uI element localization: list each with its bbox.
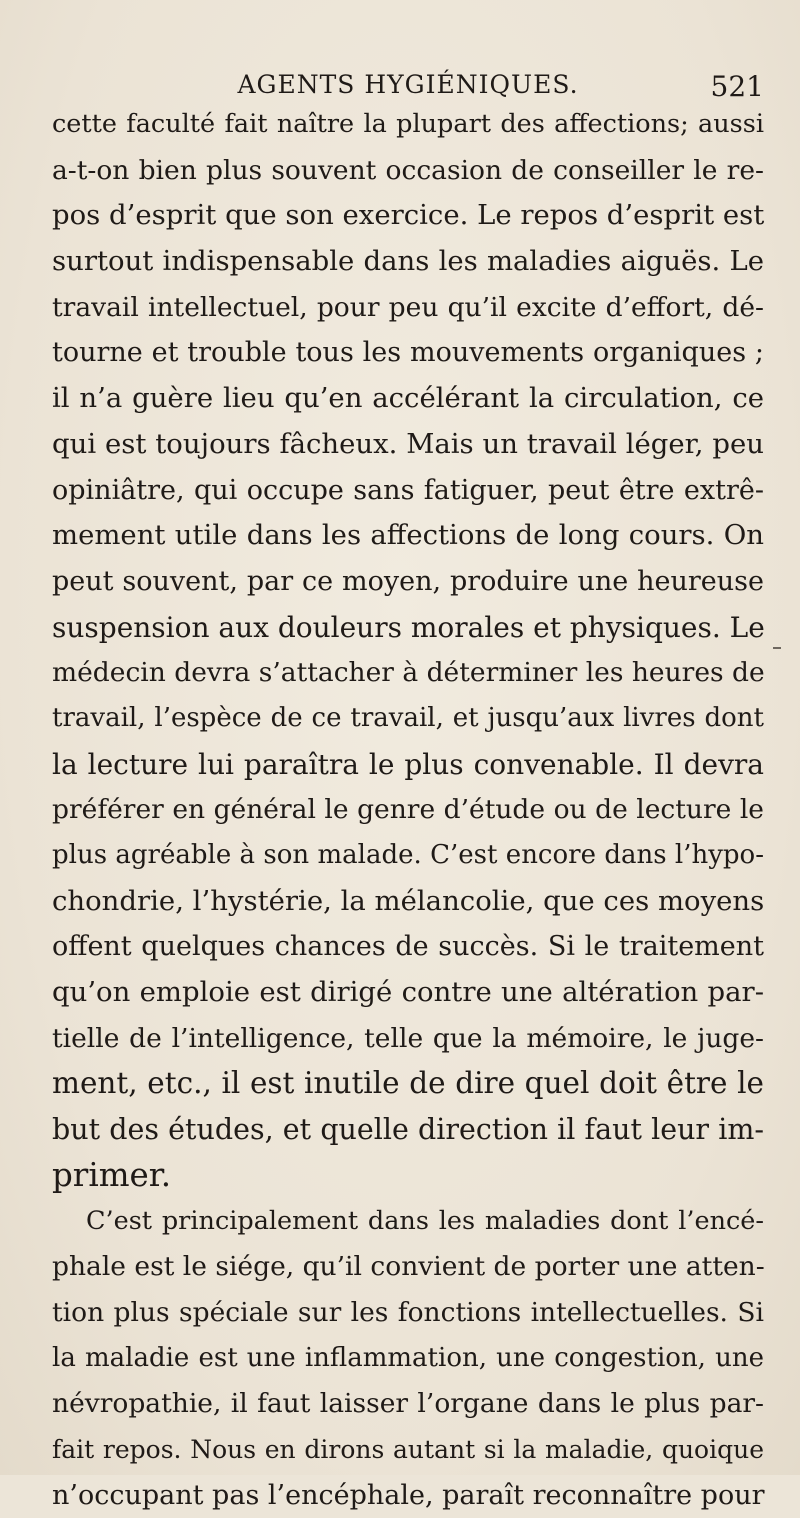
text-line: C’est principalement dans les maladies dont l’encé- bbox=[52, 1199, 764, 1245]
text-line: surtout indispensable dans les maladies aiguës. Le bbox=[52, 239, 764, 285]
text-line: but des études, et quelle direction il faut leur im- bbox=[52, 1107, 764, 1153]
text-line: phale est le siége, qu’il convient de porter une atten- bbox=[52, 1244, 764, 1290]
text-line: plus agréable à son malade. C’est encore dans l’hypo- bbox=[52, 833, 764, 879]
text-line: opiniâtre, qui occupe sans fatiguer, peut être extrê- bbox=[52, 468, 764, 514]
body-text bbox=[52, 102, 764, 1518]
text-line: travail, l’espèce de ce travail, et jusqu’aux livres dont bbox=[52, 696, 764, 742]
text-line: qu’on emploie est dirigé contre une altération par- bbox=[52, 970, 764, 1016]
text-line: chondrie, l’hystérie, la mélancolie, que ces moyens bbox=[52, 879, 764, 925]
paragraph-2 bbox=[52, 1199, 764, 1518]
text-line: médecin devra s’attacher à déterminer les heures de bbox=[52, 650, 764, 696]
text-line: cette faculté fait naître la plupart des affections; aussi bbox=[52, 102, 764, 148]
page-number: 521 bbox=[711, 70, 764, 103]
page-header bbox=[52, 64, 764, 104]
text-line: peut souvent, par ce moyen, produire une heureuse bbox=[52, 559, 764, 605]
text-line: offent quelques chances de succès. Si le traitement bbox=[52, 924, 764, 970]
text-line: tielle de l’intelligence, telle que la mémoire, le juge- bbox=[52, 1016, 764, 1062]
text-line: ment, etc., il est inutile de dire quel doit être le bbox=[52, 1061, 764, 1107]
text-line: n’occupant pas l’encéphale, paraît reconnaître pour bbox=[52, 1473, 764, 1518]
text-line: mement utile dans les affections de long cours. On bbox=[52, 513, 764, 559]
text-line: qui est toujours fâcheux. Mais un travail léger, peu bbox=[52, 422, 764, 468]
text-line: la maladie est une inflammation, une congestion, une bbox=[52, 1336, 764, 1382]
text-line: primer. bbox=[52, 1153, 764, 1199]
text-line: a-t-on bien plus souvent occasion de conseiller le re- bbox=[52, 148, 764, 194]
text-line: pos d’esprit que son exercice. Le repos d’esprit est bbox=[52, 193, 764, 239]
text-line: fait repos. Nous en dirons autant si la maladie, quoique bbox=[52, 1427, 764, 1473]
text-line: suspension aux douleurs morales et physiques. Le bbox=[52, 605, 764, 651]
paragraph-1 bbox=[52, 102, 764, 1199]
running-title: AGENTS HYGIÉNIQUES. bbox=[52, 70, 764, 99]
text-line: travail intellectuel, pour peu qu’il excite d’effort, dé- bbox=[52, 285, 764, 331]
margin-mark bbox=[773, 647, 781, 649]
text-line: la lecture lui paraîtra le plus convenable. Il devra bbox=[52, 742, 764, 788]
text-line: tion plus spéciale sur les fonctions intellectuelles. Si bbox=[52, 1290, 764, 1336]
text-line: il n’a guère lieu qu’en accélérant la circulation, ce bbox=[52, 376, 764, 422]
text-line: tourne et trouble tous les mouvements organiques ; bbox=[52, 330, 764, 376]
text-line: névropathie, il faut laisser l’organe dans le plus par- bbox=[52, 1381, 764, 1427]
text-line: préférer en général le genre d’étude ou de lecture le bbox=[52, 787, 764, 833]
